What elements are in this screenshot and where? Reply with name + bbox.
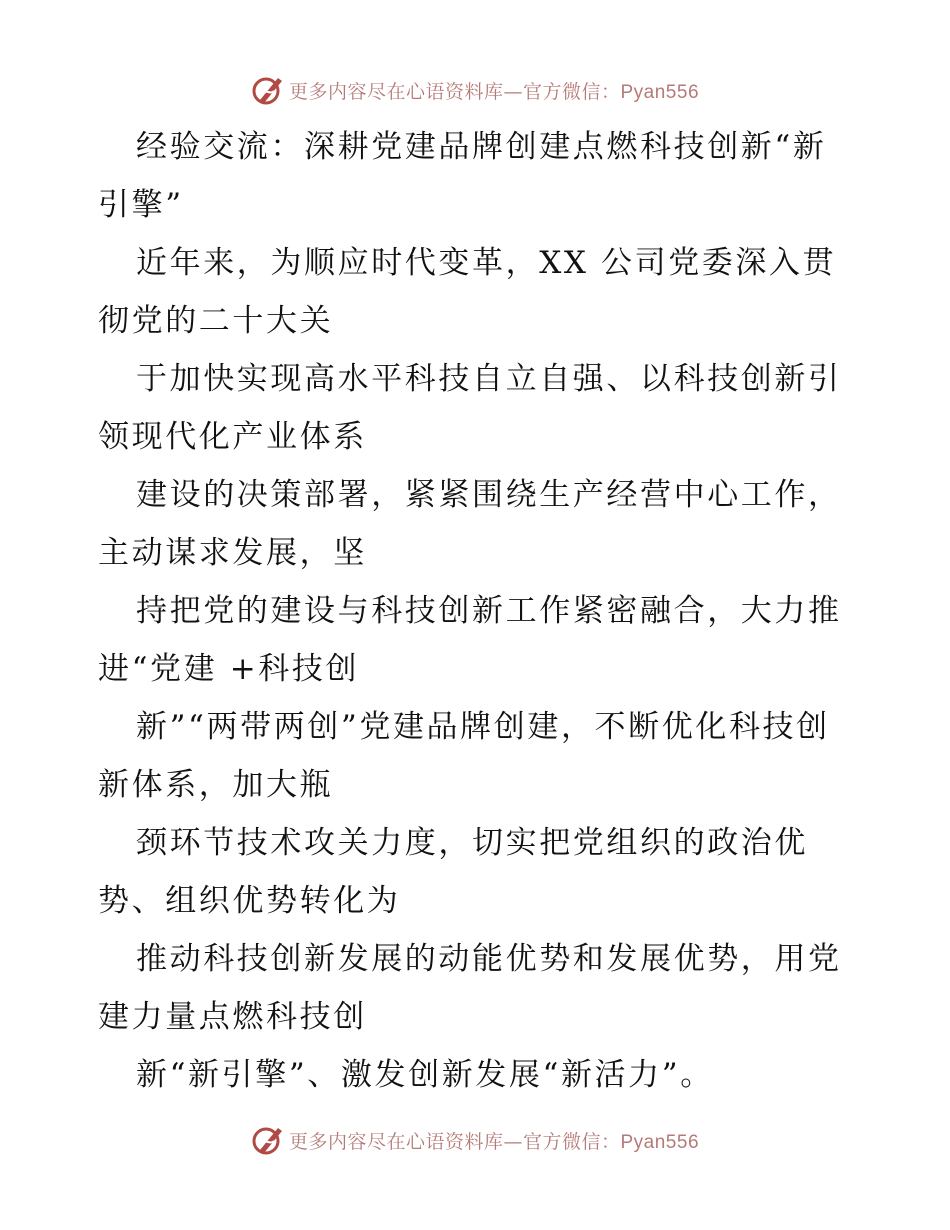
watermark-text: 更多内容尽在心语资料库—官方微信：Pyan556: [288, 1130, 700, 1153]
document-title-line: 经验交流：深耕党建品牌创建点燃科技创新“新引擎”: [98, 129, 827, 223]
footer-watermark: [0, 1120, 950, 1160]
paragraph-3: 建设的决策部署，紧紧围绕生产经营中心工作，主动谋求发展，坚: [98, 477, 842, 571]
paragraph-2: 于加快实现高水平科技自立自强、以科技创新引领现代化产业体系: [98, 361, 842, 455]
paragraph-4: 持把党的建设与科技创新工作紧密融合，大力推进“党建 +科技创: [98, 593, 842, 687]
paragraph-1: 近年来，为顺应时代变革，XX 公司党委深入贯彻党的二十大关: [98, 245, 837, 339]
document-body: [98, 118, 858, 1104]
pen-circle-logo-icon: [251, 1123, 285, 1157]
paragraph-8: 新“新引擎”、激发创新发展“新活力”。: [136, 1057, 714, 1093]
watermark-text: 更多内容尽在心语资料库—官方微信：Pyan556: [288, 80, 700, 103]
paragraph-5: 新”“两带两创”党建品牌创建，不断优化科技创新体系，加大瓶: [98, 709, 830, 803]
header-watermark: [0, 70, 950, 110]
paragraph-6: 颈环节技术攻关力度，切实把党组织的政治优势、组织优势转化为: [98, 825, 808, 919]
paragraph-7: 推动科技创新发展的动能优势和发展优势，用党建力量点燃科技创: [98, 941, 842, 1035]
pen-circle-logo-icon: [251, 73, 285, 107]
